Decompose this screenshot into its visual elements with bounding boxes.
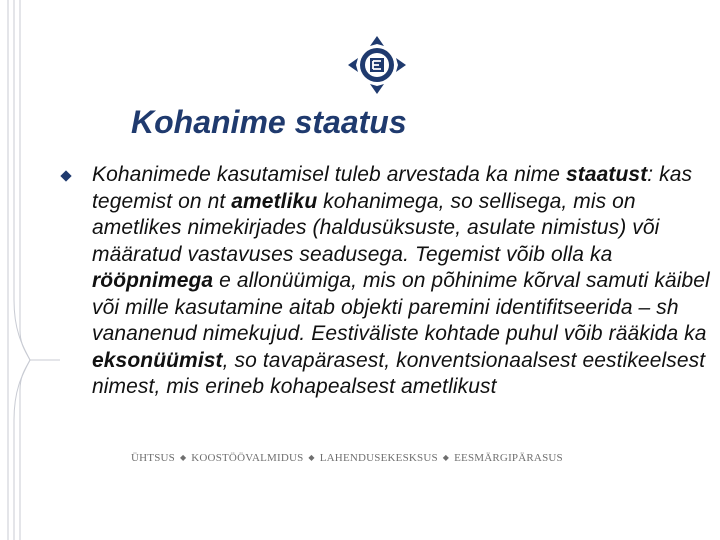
body-text-part: Kohanimede kasutamisel tuleb arvestada ka nime bbox=[92, 163, 566, 186]
footer-separator-icon: ◆ bbox=[308, 453, 315, 462]
term-staatus: staatust bbox=[565, 163, 648, 186]
body-text-part: , so tavapärasest, konventsionaalsest eestikeelsest nimest, mis erineb kohapealsest ametlikust bbox=[92, 348, 706, 398]
body-text-part: : kas tegemist on nt bbox=[92, 163, 693, 213]
footer-separator-icon: ◆ bbox=[442, 453, 450, 462]
slide-title: Kohanime staatus bbox=[131, 104, 407, 140]
term-roopnimi: rööpnimega bbox=[92, 269, 214, 292]
footer-value: LAHENDUSEKESKSUS bbox=[319, 452, 438, 464]
footer-value: ÜHTSUS bbox=[131, 452, 175, 464]
ornamental-emblem-icon bbox=[346, 34, 408, 96]
footer-values-line bbox=[131, 452, 563, 464]
body-text-part: kohanimega, so sellisega, mis on ametlikes nimekirjades (haldusüksuste, asulate nimistus) või määratud vastavuses seadusega. Tegemist võib olla ka bbox=[92, 189, 660, 266]
footer-separator-icon: ◆ bbox=[179, 453, 187, 462]
bullet-paragraph bbox=[92, 162, 712, 401]
body-text-part: e allonüümiga, mis on põhinime kõrval samuti käibel või mille kasutamine aitab objekti paremini identifitseerida – sh vananenud nimekujud. Eestiväliste kohtade puhul võib rääkida ka bbox=[92, 269, 710, 345]
term-eksonuum: eksonüümist bbox=[92, 348, 223, 372]
term-ametlik: ametliku bbox=[231, 189, 318, 213]
footer-value: EESMÄRGIPÄRASUS bbox=[454, 452, 563, 464]
footer-value: KOOSTÖÖVALMIDUS bbox=[191, 452, 304, 464]
